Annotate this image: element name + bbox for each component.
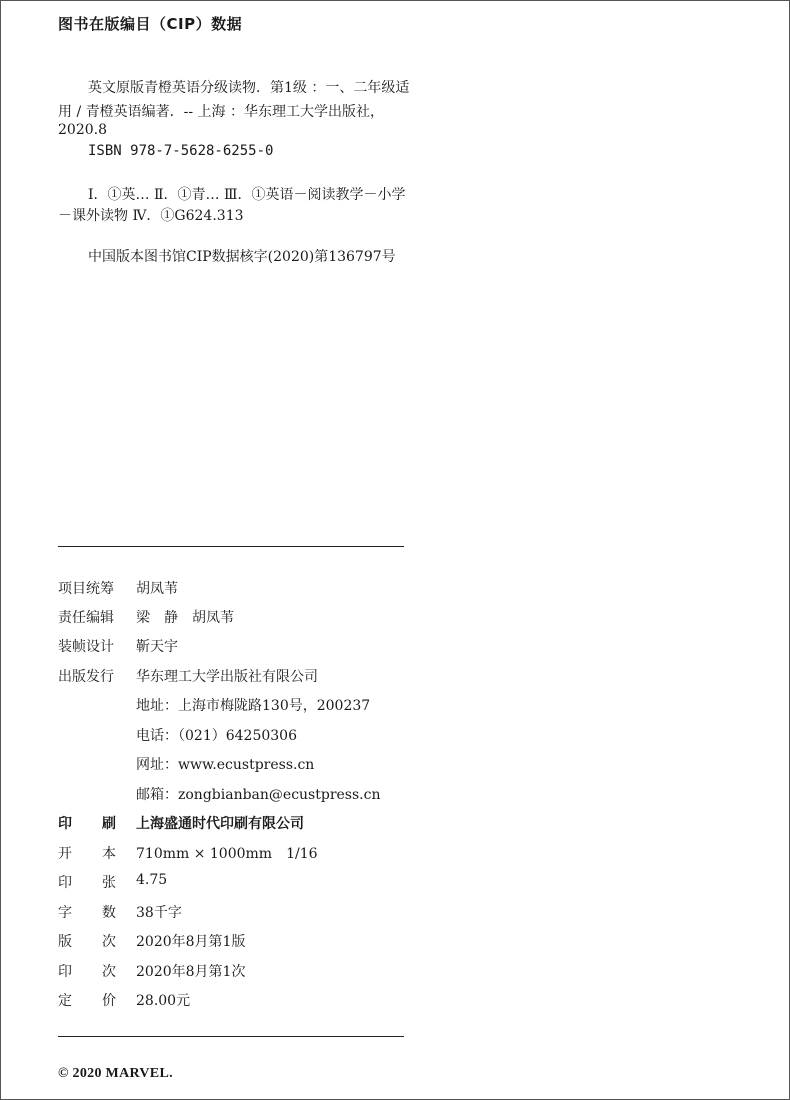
editor-value: 梁 静 胡凤苇 [136,610,234,626]
price-label-char-2: 价 [102,993,116,1009]
sheets-value: 4.75 [136,872,168,888]
edition-label [58,931,116,951]
impression-label-char-1: 印 [58,964,72,980]
price-label [58,990,116,1010]
edition-label-char-2: 次 [102,934,116,950]
sheets-label-char-1: 印 [58,875,72,891]
words-label [58,902,116,922]
printer-value: 上海盛通时代印刷有限公司 [136,816,304,832]
divider-bottom [58,1036,404,1037]
edition-value: 2020年8月第1版 [136,934,246,950]
cip-heading: 图书在版编目（CIP）数据 [58,15,243,33]
printer-label [58,813,116,833]
project-value: 胡凤苇 [136,581,178,597]
publisher-email: 邮箱：zongbianban@ecustpress.cn [136,787,381,803]
cip-record-number: 中国版本图书馆CIP数据核字(2020)第136797号 [88,249,396,265]
price-label-char-1: 定 [58,993,72,1009]
impression-label-char-2: 次 [102,964,116,980]
publisher-website: 网址：www.ecustpress.cn [136,757,315,773]
project-label: 项目统筹 [58,581,114,597]
price-value: 28.00元 [136,993,191,1009]
format-label-char-1: 开 [58,846,72,862]
sheets-label-char-2: 张 [102,875,116,891]
sheets-label [58,872,116,892]
words-label-char-1: 字 [58,905,72,921]
cip-date-line: 2020.8 [58,122,107,138]
divider-top [58,546,404,547]
copyright-notice: © 2020 MARVEL. [58,1066,173,1081]
cip-classification-line-1: Ⅰ．①英… Ⅱ．①青… Ⅲ．①英语－阅读教学－小学 [88,187,406,203]
words-label-char-2: 数 [102,905,116,921]
cip-isbn: ISBN 978-7-5628-6255-0 [88,143,274,159]
format-label-char-2: 本 [102,846,116,862]
design-label: 装帧设计 [58,639,114,655]
editor-label: 责任编辑 [58,610,114,626]
cip-classification-line-2: －课外读物 Ⅳ．①G624.313 [58,208,244,224]
format-value: 710mm × 1000mm 1/16 [136,846,318,862]
cip-title-line-2: 用 / 青橙英语编著．-- 上海 ：华东理工大学出版社， [58,104,384,120]
edition-label-char-1: 版 [58,934,72,950]
cip-title-line-1: 英文原版青橙英语分级读物．第1级 ：一、二年级适 [88,80,410,96]
publisher-value: 华东理工大学出版社有限公司 [136,669,318,685]
publisher-label: 出版发行 [58,669,114,685]
format-label [58,843,116,863]
impression-value: 2020年8月第1次 [136,964,246,980]
words-value: 38千字 [136,905,182,921]
design-value: 靳天宇 [136,639,178,655]
publisher-address: 地址：上海市梅陇路130号，200237 [136,698,371,714]
impression-label [58,961,116,981]
publisher-phone: 电话：（021）64250306 [136,728,297,744]
printer-label-char-1: 印 [58,816,72,832]
printer-label-char-2: 刷 [102,816,116,832]
